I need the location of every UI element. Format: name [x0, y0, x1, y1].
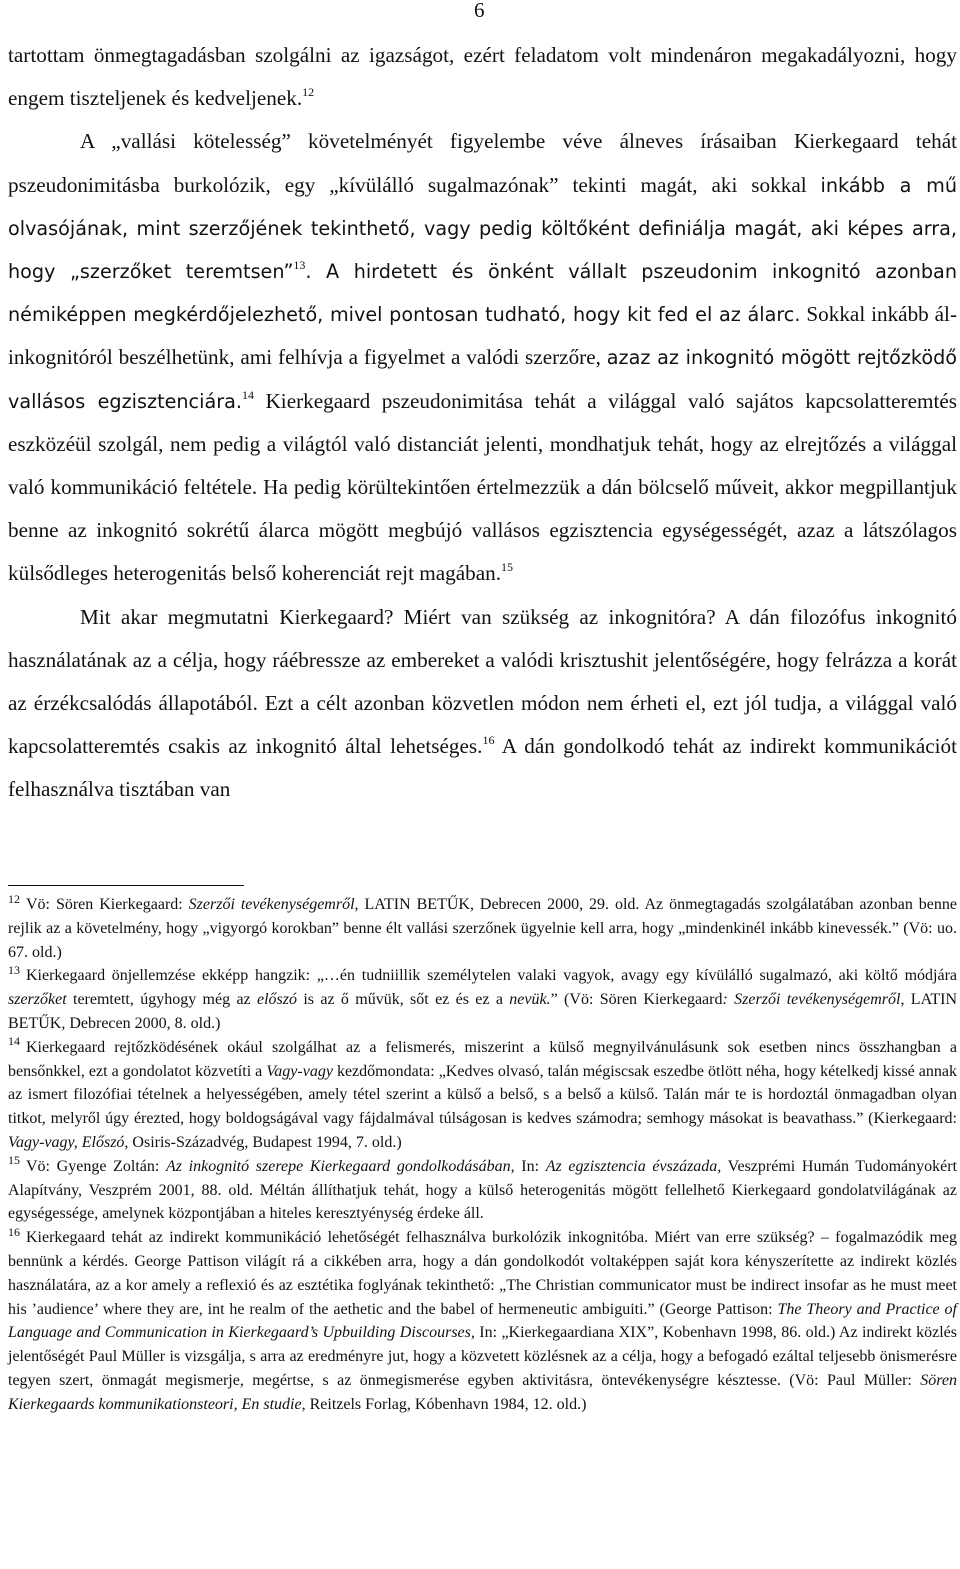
footnote-text: Vö: Gyenge Zoltán: — [26, 1157, 166, 1175]
footnotes — [8, 893, 957, 1417]
footnote-16 — [8, 1226, 957, 1416]
text-segment: A „vallási kötelesség” követelményét figyelembe véve álneves írásaiban Kierkegaard tehát pszeudonimitásba burkolózik, egy „kívülálló sugalmazónak” tekinti magát, aki sokkal — [8, 129, 957, 197]
footnote-title: Szerzői tevékenységemről — [188, 896, 355, 913]
footnote-text: Kierkegaard tehát az indirekt kommunikáció lehetőségét felhasználva burkolózik inkognitóba. Miért van erre szükség? – fogalmazódik meg bennünk a kérdés. George Pattison világít rá a cikkében arra, hogy a dán gondolkodót voltaképpen saját kora kényszerítette az indirekt közlés használatára, az a kor amely a reflexió és az esztétika foglyának tekinthető: „The Christian communicator must be indirect insofar as he must meet his ’audience’ where they are, int he realm of the aethetic and the babel of hermeneutic ambiguiti.” (George Pattison: — [8, 1229, 957, 1318]
footnote-text: , Reitzels Forlag, Kóbenhavn 1984, 12. old.) — [301, 1395, 587, 1413]
footnote-15 — [8, 1155, 957, 1226]
footnote-text: Osiris-Századvég, Budapest 1994, 7. old.) — [128, 1133, 402, 1151]
footnote-text: Vö: Sören Kierkegaard: — [26, 896, 189, 913]
text-segment: A dán gondolkodó tehát az indirekt kommunikációt felhasználva tisztában van — [8, 734, 957, 802]
footnote-title: Vagy-vagy — [266, 1062, 333, 1080]
main-text — [8, 34, 957, 812]
footnote-ref-12[interactable]: 12 — [302, 85, 315, 100]
footnote-number: 16 — [8, 1224, 20, 1239]
footnote-text: , LATIN BETŰK, Debrecen 2000, 29. old. Az önmegtagadás szolgálatában azonban benne rejlik az a követelmény, hogy „vigyorgó korokban” benne élt vallási szerzőnek ügyelnie kell arra, hogy „mindenkinél inkább kinevessék.” (Vö: uo. 67. old.) — [8, 896, 957, 961]
footnote-text: teremtett, úgyhogy még az — [66, 991, 257, 1009]
footnote-title: Az egzisztencia évszázada, — [545, 1157, 722, 1175]
footnote-12 — [8, 893, 957, 964]
footnote-title: Vagy-vagy, Előszó, — [8, 1133, 129, 1151]
paragraph-2 — [8, 120, 957, 595]
footnote-text: kezdőmondata: „Kedves olvasó, talán mégiscsak eszedbe ötlött néha, hogy kételkedj kissé annak az ismert filozófiai tételnek a helyességében, amely tétel szerint a külső a belső, s a belső a külső. Talán már te is hordoztál önmagadban olyan titkot, melyről úgy érezted, hogy boldogságával vagy fájdalmával túlságosan is kedves számodra; semhogy másokat is beavathass.” (Kierkegaard: — [8, 1062, 957, 1128]
text-segment: tartottam önmegtagadásban szolgálni az igazságot, ezért feladatom volt mindenáron megakadályozni, hogy engem tiszteljenek és kedveljenek. — [8, 43, 957, 111]
paragraph-3 — [8, 596, 957, 812]
footnote-text: Veszprémi Humán Tudományokért Alapítvány, Veszprém 2001, 88. old. Méltán állíthatjuk tehát, hogy a külső heterogenitás mögött fellelhető Kierkegaard gondolatvilágának az egységessége, amelynek központjában a hiteles keresztyénység érdeke áll. — [8, 1157, 958, 1223]
highlighted-text-segment: . A hirdetett és önként vállalt pszeudonim inkognitó azonban némiképpen megkérdőjelezhető, mivel pontosan tudható, hogy kit fed el az álarc. — [8, 260, 957, 327]
footnote-text: , LATIN BETŰK, Debrecen 2000, 8. old.) — [8, 991, 958, 1032]
footnote-separator — [8, 885, 244, 886]
footnote-14 — [8, 1036, 957, 1155]
footnote-ref-13[interactable]: 13 — [293, 257, 306, 272]
footnote-text: is az ő művük, sőt ez és ez a — [297, 991, 510, 1009]
footnote-number: 14 — [8, 1034, 20, 1049]
footnote-text: ” (Vö: Sören Kierkegaard — [550, 991, 723, 1009]
footnote-text: Kierkegaard önjellemzése ekképp hangzik: „…én tudniillik személytelen valaki vagyok, avagy egy kívülálló sugalmazó, aki költő módjára — [26, 967, 957, 985]
page-number: 6 — [474, 0, 485, 22]
footnote-title: The Theory and Practice of Language and Communication in Kierkegaard’s Upbuilding Discourses, — [8, 1300, 958, 1342]
footnote-ref-15[interactable]: 15 — [501, 560, 514, 575]
footnote-text: In: „Kierkegaardiana XIX”, Kobenhavn 1998, 86. old.) Az indirekt közlés jelentőségét Paul Müller is vizsgálja, s arra az eredményre jut, hogy a közvetett közlésnek az a célja, hogy a befogadó ezáltal teljesebb önismerésre tegyen szert, önmagát megismerje, megértse, s az önmegismerése egyben aktivitásra, öntevékenységre késztesse. (Vö: Paul Müller: — [8, 1324, 957, 1389]
text-segment: Sokkal inkább ál-inkognitóról beszélhetünk, ami felhívja a figyelmet a valódi szerzőre, — [8, 302, 957, 370]
footnote-title: Sören Kierkegaards kommunikationsteori, En studie — [8, 1371, 957, 1413]
footnote-number: 15 — [8, 1153, 20, 1168]
footnote-title: : Szerzői tevékenységemről — [722, 991, 901, 1009]
footnote-ref-14[interactable]: 14 — [241, 387, 254, 402]
footnote-number: 13 — [8, 963, 20, 978]
footnote-number: 12 — [8, 891, 20, 906]
footnote-emphasis: nevük. — [509, 991, 551, 1009]
footnote-text: In: — [514, 1157, 546, 1175]
footnote-13 — [8, 964, 957, 1035]
footnote-emphasis: előszó — [257, 991, 297, 1009]
highlighted-text-segment: azaz az inkognitó mögött rejtőzködő vallásos egzisztenciára. — [8, 346, 957, 413]
footnote-title: Az inkognitó szerepe Kierkegaard gondolkodásában, — [166, 1157, 515, 1175]
footnote-ref-16[interactable]: 16 — [482, 733, 495, 748]
text-segment: Mit akar megmutatni Kierkegaard? Miért van szükség az inkognitóra? A dán filozófus inkognitó használatának az a célja, hogy ráébressze az embereket a valódi krisztushit jelentőségére, hogy felrázza a korát az érzékcsalódás állapotából. Ezt a célt azonban közvetlen módon nem érheti el, ezt jól tudja, a világgal való kapcsolatteremtés csakis az inkognitó által lehetséges. — [8, 604, 957, 759]
text-segment: Kierkegaard pszeudonimitása tehát a világgal való sajátos kapcsolatteremtés eszközéül szolgál, nem pedig a világtól való distanciát jelenti, mondhatjuk tehát, hogy az elrejtőzés a világgal való kommunikáció feltétele. Ha pedig körültekintően értelmezzük a dán bölcselő műveit, akkor megpillantjuk benne az inkognitó sokrétű álarca mögött megbújó vallásos egzisztencia egységességét, azaz a látszólagos külsődleges heterogenitás belső koherenciát rejt magában. — [8, 388, 957, 586]
highlighted-text-segment: inkább a mű olvasójának, mint szerzőjének tekinthető, vagy pedig költőként definiálja magát, aki képes arra, hogy „szerzőket teremtsen” — [8, 173, 957, 284]
paragraph-1 — [8, 34, 957, 120]
footnote-text: Kierkegaard rejtőzködésének okául szolgálhat az a felismerés, miszerint a külső megnyilvánulásunk sok esetben nincs összhangban a bensőnkkel, ezt a gondolatot közvetíti a — [8, 1038, 957, 1080]
footnote-emphasis: szerzőket — [8, 991, 67, 1009]
